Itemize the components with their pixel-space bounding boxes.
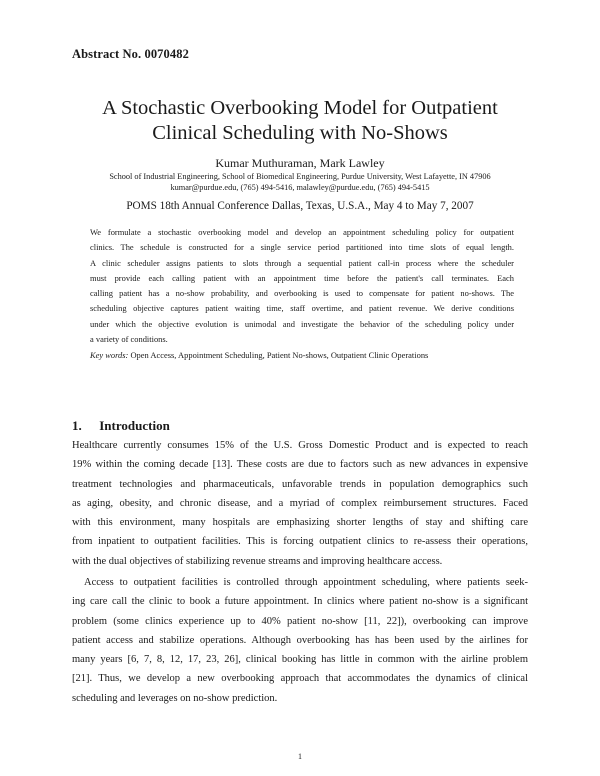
abstract — [90, 225, 514, 347]
conference-line: POMS 18th Annual Conference Dallas, Texas, U.S.A., May 4 to May 7, 2007 — [126, 200, 474, 212]
body-line: with the dual objectives of stabilizing revenue streams and improving healthcare access. — [72, 555, 443, 567]
paragraph-2 — [72, 573, 528, 708]
abstract-line: must provide each calling patient with an appointment time before the patient's call terminates. Each — [90, 272, 514, 283]
body-line: ing care call the clinic to book a future appointment. In clinics where patient no-show is a significant — [72, 596, 528, 608]
affiliation — [0, 171, 600, 193]
abstract-line: A clinic scheduler assigns patients to slots through a sequential patient call-in process where the scheduler — [90, 257, 514, 268]
body-line: 19% within the coming decade [13]. These costs are due to factors such as new advances in expensive — [72, 459, 528, 471]
body-line: Access to outpatient facilities is controlled through appointment scheduling, where patients seek- — [84, 577, 528, 588]
keywords-label: Key words: — [90, 350, 129, 360]
body-line: problem (some clinics experience up to 40% patient no-show [11, 22]), overbooking can improve — [72, 615, 528, 627]
abstract-line: under which the objective evolution is unimodal and investigate the behavior of the scheduling policy under — [90, 318, 514, 329]
abstract-line: calling patient has a no-show probability, and overbooking is used to compensate for patient no-shows. The — [90, 288, 514, 298]
abstract-line: scheduling objective captures patient waiting time, staff overtime, and patient revenue. We derive conditions — [90, 303, 514, 314]
paper-title — [0, 96, 600, 146]
body-line: treatment technologies and pharmaceuticals, unfavorable trends in population demographics such — [72, 478, 528, 490]
abstract-line: clinics. The schedule is constructed for a single service period partitioned into time slots of equal length. — [90, 242, 514, 253]
body-line: patient access and stabilize operations. Although overbooking has has been used by the airlines for — [72, 634, 528, 646]
title-line: A Stochastic Overbooking Model for Outpatient — [102, 97, 498, 119]
section-heading — [72, 418, 170, 434]
contact-line: kumar@purdue.edu, (765) 494-5416, malawley@purdue.edu, (765) 494-5415 — [170, 183, 430, 192]
abstract-line: We formulate a stochastic overbooking model and develop an appointment scheduling policy for outpatient — [90, 227, 514, 237]
body-line: [21]. Thus, we develop a new overbooking approach that accommodates the dynamics of clinical — [72, 673, 528, 685]
abstract-number: Abstract No. 0070482 — [72, 47, 189, 61]
keywords-text: Open Access, Appointment Scheduling, Patient No-shows, Outpatient Clinic Operations — [130, 350, 429, 360]
body-line: with this environment, many hospitals are emphasizing shorter lengths of stay and shifting care — [72, 517, 528, 529]
page-number: 1 — [298, 752, 302, 761]
body-line: scheduling and leverages on no-show prediction. — [72, 692, 278, 704]
body-line: as aging, obesity, and chronic disease, and a myriad of complex reimbursement structures. Faced — [72, 497, 528, 509]
body-line: Healthcare currently consumes 15% of the U.S. Gross Domestic Product and is expected to reach — [72, 440, 528, 451]
paragraph-1 — [72, 436, 528, 571]
section-title: Introduction — [99, 418, 170, 433]
title-line: Clinical Scheduling with No-Shows — [152, 122, 448, 144]
authors: Kumar Muthuraman, Mark Lawley — [215, 156, 385, 170]
section-number: 1. — [72, 418, 82, 433]
abstract-line: a variety of conditions. — [90, 333, 168, 344]
affiliation-line: School of Industrial Engineering, School of Biomedical Engineering, Purdue University, West Lafayette, IN 47906 — [109, 172, 491, 181]
body-line: from inpatient to outpatient facilities. This is forcing outpatient clinics to re-assess their operations, — [72, 536, 528, 548]
keywords — [90, 350, 520, 360]
body-line: many years [6, 7, 8, 12, 17, 23, 26], clinical booking has little in common with the airline problem — [72, 654, 528, 666]
